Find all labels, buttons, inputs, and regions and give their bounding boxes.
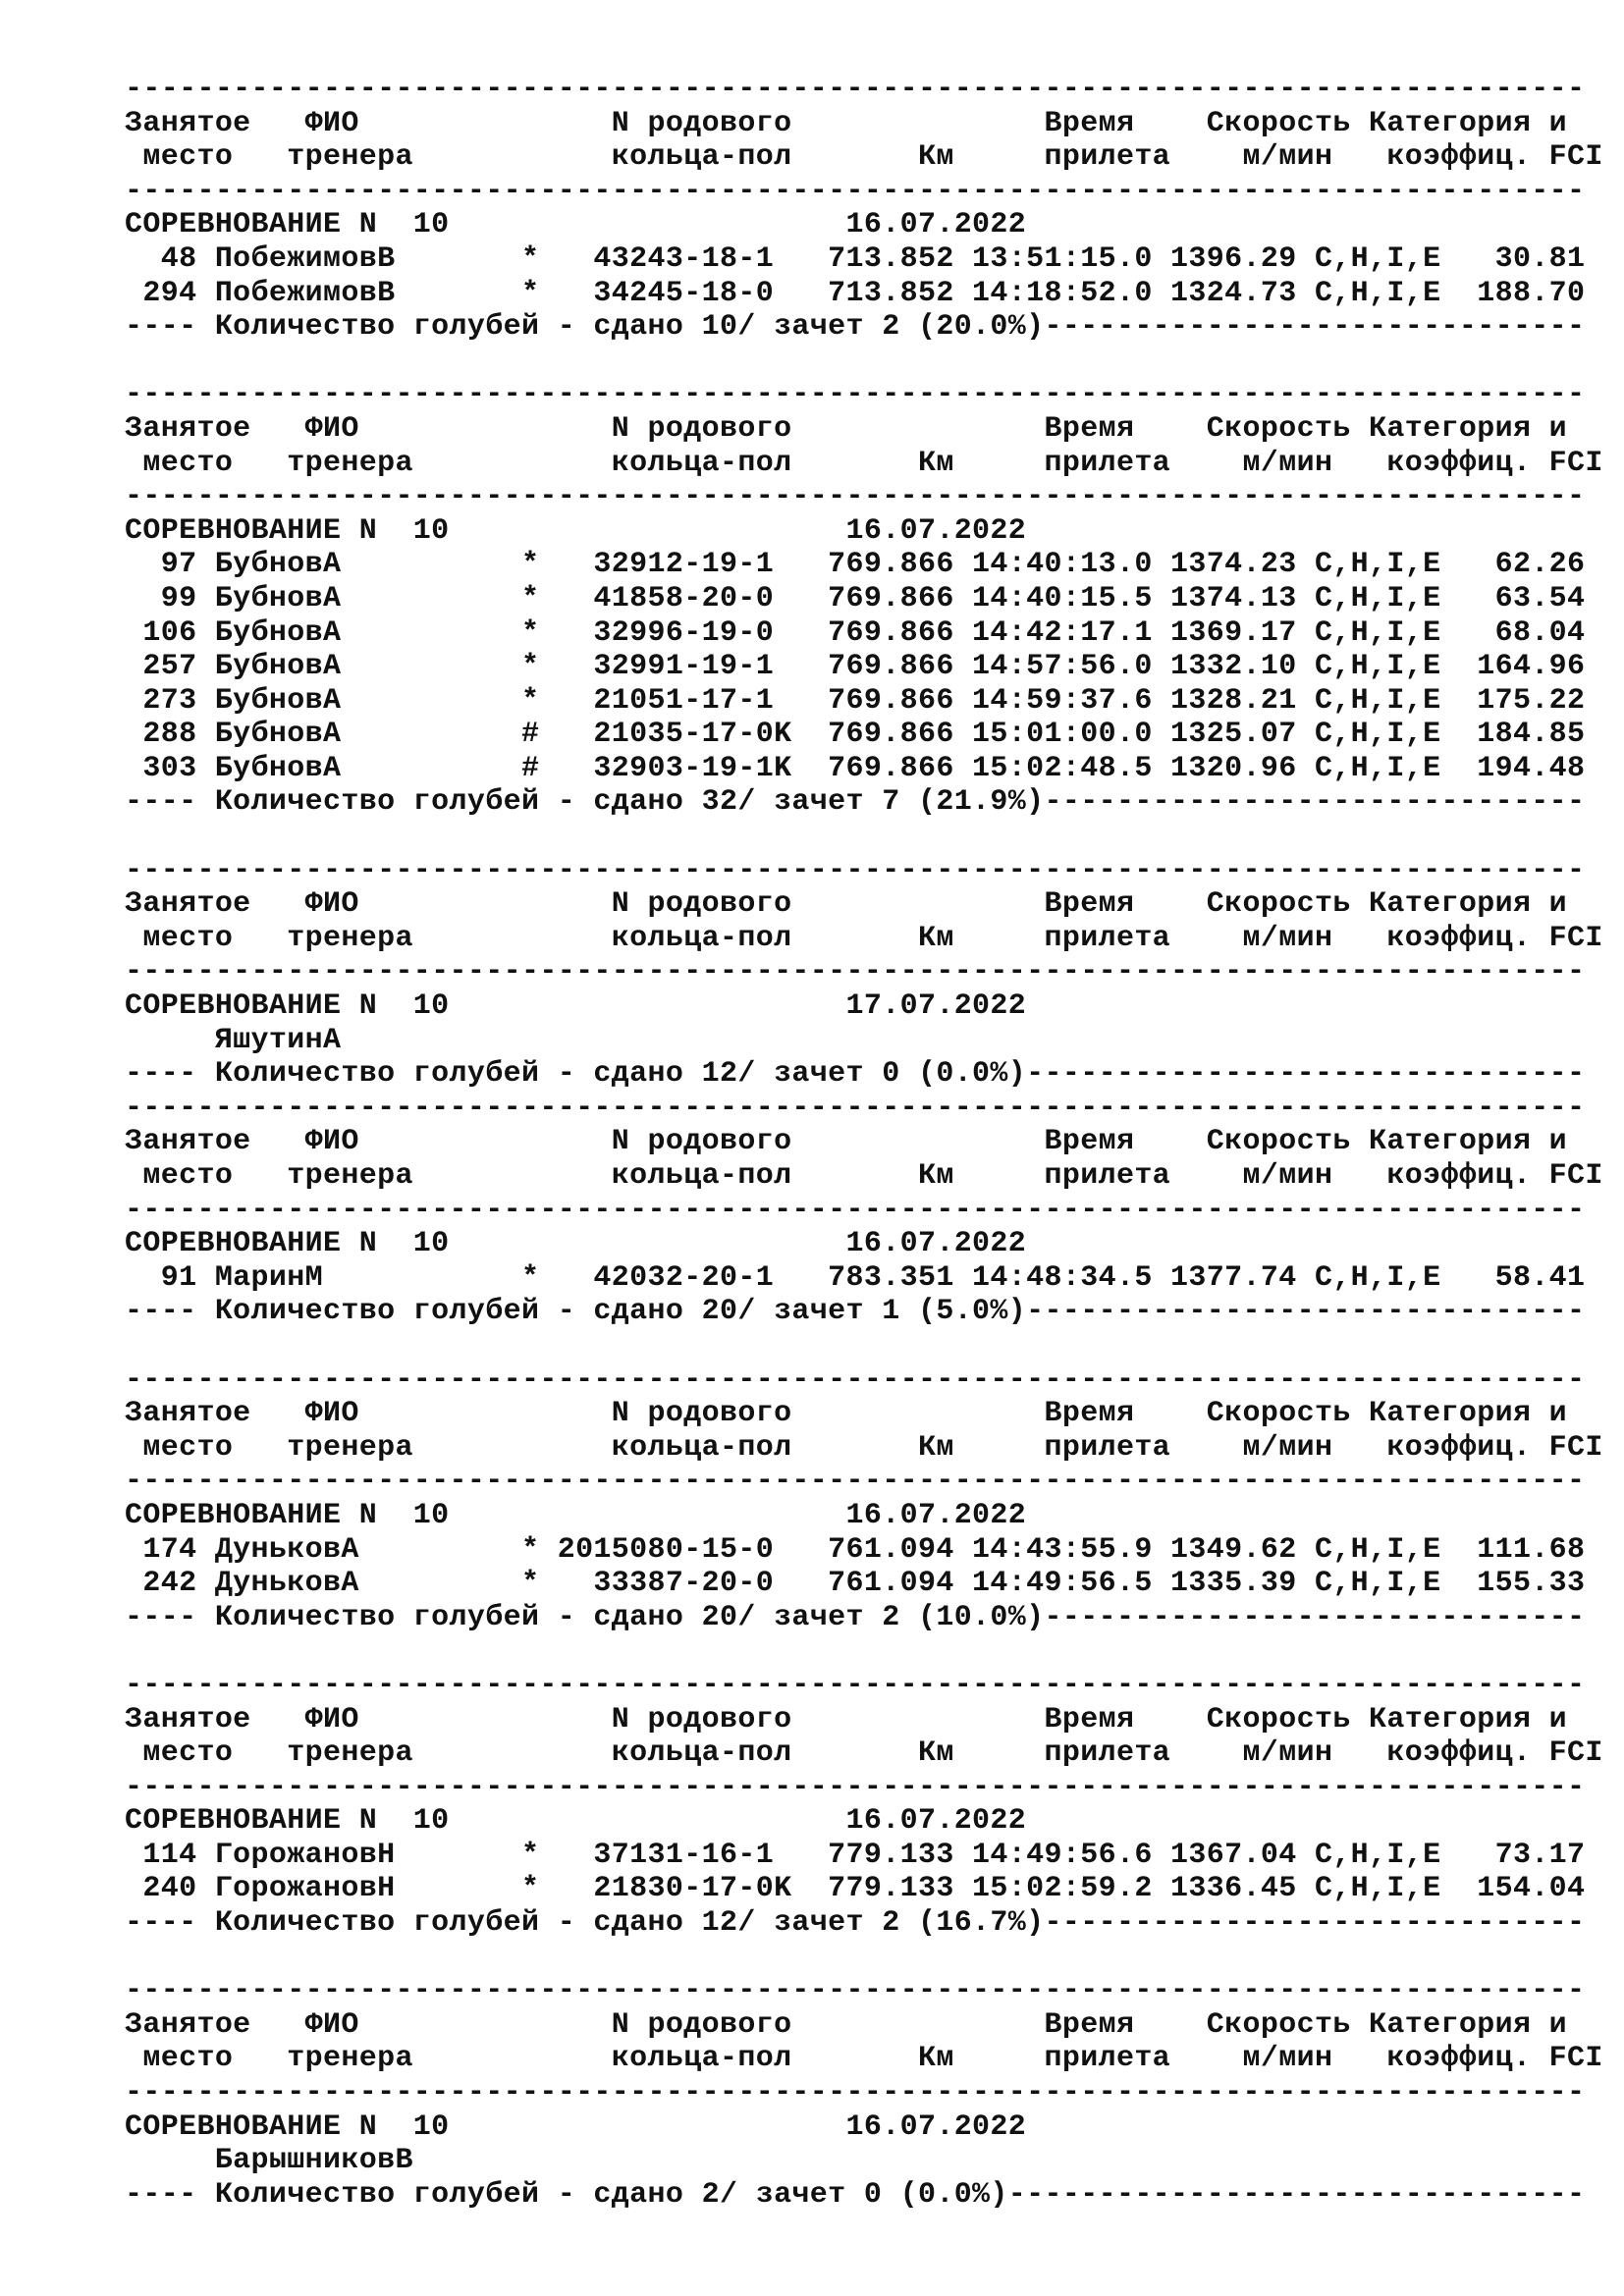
result-row: 294 ПобежимовВ * 34245-18-0 713.852 14:18:52.0 1324.73 C,H,I,E 188.70 [125, 276, 1586, 310]
summary-line: ---- Количество голубей - сдано 32/ зачет 7 (21.9%)------------------------------ [125, 785, 1586, 820]
column-header-line-1: Занятое ФИО N родового Время Скорость Категория и [125, 1702, 1568, 1736]
column-header-line-2: место тренера кольца-пол Км прилета м/мин коэффиц. FCI [125, 921, 1603, 955]
separator-line: --------------------------------------------------------------------------------- [125, 1465, 1586, 1499]
result-row: 273 БубновА * 21051-17-1 769.866 14:59:37.6 1328.21 C,H,I,E 175.22 [125, 683, 1586, 718]
result-row: 257 БубновА * 32991-19-1 769.866 14:57:56.0 1332.10 C,H,I,E 164.96 [125, 650, 1586, 684]
competition-line: СОРЕВНОВАНИЕ N 10 16.07.2022 [125, 1227, 1027, 1261]
column-header-line-2: место тренера кольца-пол Км прилета м/мин коэффиц. FCI [125, 140, 1603, 175]
competition-line: СОРЕВНОВАНИЕ N 10 16.07.2022 [125, 1498, 1027, 1532]
summary-line: ---- Количество голубей - сдано 20/ зачет 2 (10.0%)------------------------------ [125, 1600, 1586, 1634]
column-header-line-2: место тренера кольца-пол Км прилета м/мин коэффиц. FCI [125, 1159, 1603, 1193]
competition-report [125, 73, 1603, 2212]
summary-line: ---- Количество голубей - сдано 12/ зачет 2 (16.7%)------------------------------ [125, 1906, 1586, 1941]
summary-line: ---- Количество голубей - сдано 10/ зачет 2 (20.0%)------------------------------ [125, 310, 1586, 345]
result-row: 303 БубновА # 32903-19-1K 769.866 15:02:48.5 1320.96 C,H,I,E 194.48 [125, 751, 1586, 785]
competition-line: СОРЕВНОВАНИЕ N 10 17.07.2022 [125, 989, 1027, 1024]
blank-line [125, 1941, 1603, 1975]
separator-line: --------------------------------------------------------------------------------- [125, 955, 1586, 989]
column-header-line-1: Занятое ФИО N родового Время Скорость Категория и [125, 887, 1568, 922]
column-header-line-2: место тренера кольца-пол Км прилета м/мин коэффиц. FCI [125, 446, 1603, 480]
result-row: ЯшутинА [125, 1023, 342, 1057]
result-row: 240 ГорожановН * 21830-17-0K 779.133 15:02:59.2 1336.45 C,H,I,E 154.04 [125, 1872, 1586, 1906]
column-header-line-2: место тренера кольца-пол Км прилета м/мин коэффиц. FCI [125, 2042, 1603, 2076]
column-header-line-1: Занятое ФИО N родового Время Скорость Категория и [125, 1397, 1568, 1431]
column-header-line-1: Занятое ФИО N родового Время Скорость Категория и [125, 411, 1568, 446]
result-row: 288 БубновА # 21035-17-0K 769.866 15:01:00.0 1325.07 C,H,I,E 184.85 [125, 718, 1586, 752]
competition-line: СОРЕВНОВАНИЕ N 10 16.07.2022 [125, 1804, 1027, 1839]
result-row: 106 БубновА * 32996-19-0 769.866 14:42:17.1 1369.17 C,H,I,E 68.04 [125, 615, 1586, 650]
blank-line [125, 820, 1603, 854]
summary-line: ---- Количество голубей - сдано 20/ зачет 1 (5.0%)------------------------------- [125, 1295, 1586, 1329]
column-header-line-1: Занятое ФИО N родового Время Скорость Категория и [125, 106, 1568, 140]
competition-line: СОРЕВНОВАНИЕ N 10 16.07.2022 [125, 513, 1027, 548]
blank-line [125, 1329, 1603, 1363]
separator-line: --------------------------------------------------------------------------------- [125, 480, 1586, 514]
result-row: 91 МаринМ * 42032-20-1 783.351 14:48:34.5 1377.74 C,H,I,E 58.41 [125, 1260, 1586, 1295]
column-header-line-1: Занятое ФИО N родового Время Скорость Категория и [125, 1125, 1568, 1159]
column-header-line-2: место тренера кольца-пол Км прилета м/мин коэффиц. FCI [125, 1736, 1603, 1771]
result-row: 114 ГорожановН * 37131-16-1 779.133 14:49:56.6 1367.04 C,H,I,E 73.17 [125, 1838, 1586, 1872]
separator-line: --------------------------------------------------------------------------------- [125, 1193, 1586, 1227]
competition-line: СОРЕВНОВАНИЕ N 10 16.07.2022 [125, 2109, 1027, 2144]
separator-line: --------------------------------------------------------------------------------- [125, 1362, 1586, 1397]
result-row: 97 БубновА * 32912-19-1 769.866 14:40:13.0 1374.23 C,H,I,E 62.26 [125, 548, 1586, 582]
separator-line: --------------------------------------------------------------------------------- [125, 174, 1586, 208]
result-row: 99 БубновА * 41858-20-0 769.866 14:40:15.5 1374.13 C,H,I,E 63.54 [125, 581, 1586, 615]
column-header-line-1: Занятое ФИО N родового Время Скорость Категория и [125, 2007, 1568, 2042]
blank-line [125, 1634, 1603, 1669]
result-row: БарышниковВ [125, 2144, 413, 2178]
separator-line: --------------------------------------------------------------------------------- [125, 1668, 1586, 1702]
blank-line [125, 345, 1603, 379]
separator-line: --------------------------------------------------------------------------------- [125, 73, 1586, 106]
competition-line: СОРЕВНОВАНИЕ N 10 16.07.2022 [125, 208, 1027, 242]
separator-line: --------------------------------------------------------------------------------- [125, 2076, 1586, 2110]
result-row: 242 ДуньковА * 33387-20-0 761.094 14:49:56.5 1335.39 C,H,I,E 155.33 [125, 1567, 1586, 1601]
result-row: 48 ПобежимовВ * 43243-18-1 713.852 13:51:15.0 1396.29 C,H,I,E 30.81 [125, 241, 1586, 276]
summary-line: ---- Количество голубей - сдано 2/ зачет 0 (0.0%)-------------------------------- [125, 2177, 1586, 2212]
separator-line: --------------------------------------------------------------------------------- [125, 1770, 1586, 1804]
separator-line: --------------------------------------------------------------------------------- [125, 378, 1586, 412]
result-row: 174 ДуньковА * 2015080-15-0 761.094 14:43:55.9 1349.62 C,H,I,E 111.68 [125, 1532, 1586, 1567]
column-header-line-2: место тренера кольца-пол Км прилета м/мин коэффиц. FCI [125, 1430, 1603, 1465]
summary-line: ---- Количество голубей - сдано 12/ зачет 0 (0.0%)------------------------------- [125, 1057, 1586, 1092]
separator-line: --------------------------------------------------------------------------------- [125, 1091, 1586, 1125]
separator-line: --------------------------------------------------------------------------------- [125, 853, 1586, 887]
separator-line: --------------------------------------------------------------------------------- [125, 1974, 1586, 2008]
